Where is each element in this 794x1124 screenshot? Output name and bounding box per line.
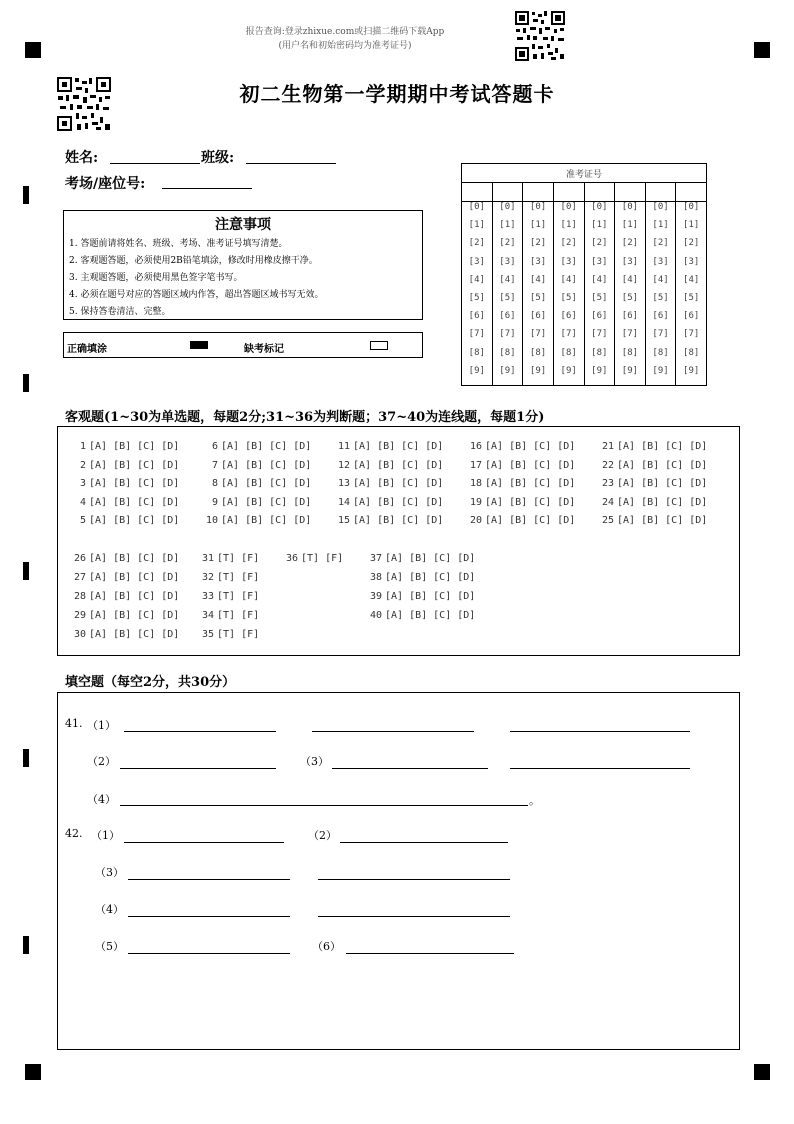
- side-mark: [23, 936, 29, 954]
- exam-id-bubble[interactable]: [9]: [499, 365, 516, 376]
- exam-id-bubble[interactable]: [2]: [652, 238, 669, 249]
- answer-options[interactable]: [A] [B] [C] [D]: [89, 591, 180, 602]
- objective-question-18[interactable]: [466, 478, 575, 489]
- objective-question-6[interactable]: [202, 441, 311, 452]
- blank-label: （6）: [312, 940, 341, 953]
- exam-id-bubble[interactable]: [1]: [621, 220, 639, 231]
- answer-options[interactable]: [A] [B] [C] [D]: [353, 460, 444, 471]
- objective-question-39[interactable]: [366, 591, 475, 602]
- exam-id-bubble[interactable]: [3]: [591, 256, 608, 267]
- exam-id-bubble-column: [523, 202, 554, 386]
- objective-section-title: 客观题(1~30为单选题，每题2分;31~36为判断题；37~40为连线题，每题1分): [65, 410, 545, 425]
- fill-blank-answer-box: [57, 692, 740, 1050]
- question-number: 3: [79, 478, 86, 489]
- exam-id-bubble[interactable]: [7]: [468, 329, 485, 340]
- answer-line[interactable]: [318, 916, 510, 917]
- objective-question-36[interactable]: [282, 553, 343, 564]
- answer-options[interactable]: [A] [B] [C] [D]: [221, 515, 312, 526]
- exam-id-bubble[interactable]: [5]: [683, 292, 700, 303]
- question-number: 12: [337, 460, 350, 471]
- answer-line[interactable]: [124, 731, 276, 732]
- question-number: 37: [369, 553, 382, 564]
- exam-id-bubble[interactable]: [4]: [499, 274, 516, 285]
- page-title: 初二生物第一学期期中考试答题卡: [239, 82, 555, 106]
- question-number: 40: [369, 610, 382, 621]
- objective-question-3[interactable]: [70, 478, 179, 489]
- blank-label: （5）: [95, 940, 124, 953]
- exam-id-bubble[interactable]: [2]: [621, 238, 639, 249]
- objective-question-37[interactable]: [366, 553, 475, 564]
- exam-id-bubble[interactable]: [1]: [591, 220, 608, 231]
- answer-options[interactable]: [A] [B] [C] [D]: [385, 572, 476, 583]
- exam-id-bubble[interactable]: [0]: [621, 202, 639, 212]
- answer-options[interactable]: [A] [B] [C] [D]: [385, 610, 476, 621]
- blank-label: （2）: [308, 829, 337, 842]
- exam-id-bubble[interactable]: [5]: [499, 292, 516, 303]
- question-number: 34: [201, 610, 214, 621]
- exam-id-bubble[interactable]: [2]: [560, 238, 577, 249]
- exam-id-bubble[interactable]: [5]: [468, 292, 485, 303]
- objective-question-33[interactable]: [198, 591, 259, 602]
- seat-field[interactable]: [162, 188, 252, 189]
- exam-id-bubble[interactable]: [9]: [621, 365, 639, 376]
- objective-question-23[interactable]: [598, 478, 707, 489]
- question-number: 13: [337, 478, 350, 489]
- exam-id-bubble[interactable]: [1]: [468, 220, 485, 231]
- exam-id-bubble[interactable]: [8]: [621, 347, 639, 358]
- exam-id-bubble-column: [462, 202, 493, 386]
- question-number: 4: [79, 497, 86, 508]
- fill-example-box: [63, 332, 423, 358]
- exam-id-bubble[interactable]: [3]: [468, 256, 485, 267]
- exam-id-bubble[interactable]: [9]: [591, 365, 608, 376]
- question-number: 10: [205, 515, 218, 526]
- exam-id-bubble[interactable]: [6]: [529, 311, 547, 322]
- exam-id-bubble[interactable]: [6]: [591, 311, 608, 322]
- exam-id-bubble[interactable]: [0]: [499, 202, 516, 212]
- answer-options[interactable]: [A] [B] [C] [D]: [617, 515, 708, 526]
- notice-item: 5. 保持答卷清洁、完整。: [69, 307, 171, 317]
- exam-id-bubble[interactable]: [6]: [683, 311, 700, 322]
- objective-question-32[interactable]: [198, 572, 259, 583]
- question-number: 25: [601, 515, 614, 526]
- exam-id-bubble-column: [492, 202, 523, 386]
- answer-options[interactable]: [A] [B] [C] [D]: [89, 460, 180, 471]
- answer-line[interactable]: [128, 916, 290, 917]
- exam-id-bubble[interactable]: [0]: [560, 202, 577, 212]
- answer-options[interactable]: [T] [F]: [301, 553, 344, 564]
- exam-id-bubble[interactable]: [5]: [529, 292, 547, 303]
- answer-options[interactable]: [A] [B] [C] [D]: [221, 478, 312, 489]
- objective-question-27[interactable]: [70, 572, 179, 583]
- answer-line[interactable]: [124, 842, 284, 843]
- objective-question-11[interactable]: [334, 441, 443, 452]
- objective-answer-box: [57, 426, 740, 656]
- question-number: 31: [201, 553, 214, 564]
- answer-line[interactable]: [346, 953, 514, 954]
- objective-question-1[interactable]: [70, 441, 179, 452]
- objective-question-13[interactable]: [334, 478, 443, 489]
- side-mark: [23, 562, 29, 580]
- absent-mark-label: 缺考标记: [244, 344, 284, 355]
- question-42-number: 42.: [65, 827, 83, 840]
- exam-id-bubble[interactable]: [2]: [591, 238, 608, 249]
- answer-options[interactable]: [A] [B] [C] [D]: [89, 497, 180, 508]
- answer-options[interactable]: [A] [B] [C] [D]: [353, 515, 444, 526]
- answer-line[interactable]: [128, 953, 290, 954]
- question-number: 33: [201, 591, 214, 602]
- name-label: 姓名:: [65, 150, 99, 166]
- question-number: 23: [601, 478, 614, 489]
- exam-id-bubble[interactable]: [7]: [621, 329, 639, 340]
- question-number: 28: [73, 591, 86, 602]
- question-number: 39: [369, 591, 382, 602]
- objective-question-12[interactable]: [334, 460, 443, 471]
- question-number: 26: [73, 553, 86, 564]
- answer-options[interactable]: [A] [B] [C] [D]: [89, 572, 180, 583]
- answer-options[interactable]: [A] [B] [C] [D]: [617, 460, 708, 471]
- exam-id-digit-input[interactable]: [584, 183, 615, 202]
- exam-id-bubble[interactable]: [8]: [529, 347, 547, 358]
- exam-id-bubble[interactable]: [3]: [683, 256, 700, 267]
- class-label: 班级:: [201, 150, 235, 166]
- exam-id-bubble-column: [615, 202, 646, 386]
- side-mark: [23, 374, 29, 392]
- question-number: 17: [469, 460, 482, 471]
- exam-id-bubble[interactable]: [7]: [529, 329, 547, 340]
- correct-fill-label: 正确填涂: [67, 344, 107, 355]
- exam-id-bubble-column: [676, 202, 707, 386]
- exam-id-bubble[interactable]: [2]: [499, 238, 516, 249]
- answer-options[interactable]: [A] [B] [C] [D]: [221, 460, 312, 471]
- exam-id-bubble-column: [553, 202, 584, 386]
- objective-question-35[interactable]: [198, 629, 259, 640]
- exam-id-digit-input[interactable]: [492, 183, 523, 202]
- answer-options[interactable]: [A] [B] [C] [D]: [617, 497, 708, 508]
- exam-id-bubble[interactable]: [9]: [683, 365, 700, 376]
- exam-id-bubble[interactable]: [7]: [591, 329, 608, 340]
- question-number: 24: [601, 497, 614, 508]
- question-number: 27: [73, 572, 86, 583]
- answer-options[interactable]: [A] [B] [C] [D]: [617, 478, 708, 489]
- exam-id-bubble[interactable]: [0]: [529, 202, 547, 212]
- exam-id-bubble[interactable]: [7]: [560, 329, 577, 340]
- answer-line[interactable]: [340, 842, 508, 843]
- answer-options[interactable]: [T] [F]: [217, 610, 260, 621]
- question-number: 32: [201, 572, 214, 583]
- answer-options[interactable]: [A] [B] [C] [D]: [385, 591, 476, 602]
- answer-options[interactable]: [A] [B] [C] [D]: [485, 478, 576, 489]
- answer-line[interactable]: [120, 805, 528, 806]
- blank-label: （3）: [95, 866, 124, 879]
- credential-note: (用户名和初始密码均为准考证号): [278, 41, 412, 51]
- answer-options[interactable]: [A] [B] [C] [D]: [89, 478, 180, 489]
- exam-id-bubble[interactable]: [0]: [652, 202, 669, 212]
- answer-options[interactable]: [A] [B] [C] [D]: [89, 553, 180, 564]
- exam-id-bubble[interactable]: [3]: [499, 256, 516, 267]
- objective-question-19[interactable]: [466, 497, 575, 508]
- answer-line[interactable]: [128, 879, 290, 880]
- exam-id-bubble[interactable]: [5]: [652, 292, 669, 303]
- answer-options[interactable]: [A] [B] [C] [D]: [485, 497, 576, 508]
- exam-id-bubble[interactable]: [6]: [560, 311, 577, 322]
- answer-line[interactable]: [120, 768, 276, 769]
- exam-id-bubble[interactable]: [2]: [683, 238, 700, 249]
- exam-id-bubble[interactable]: [3]: [652, 256, 669, 267]
- objective-question-26[interactable]: [70, 553, 179, 564]
- exam-id-bubble[interactable]: [2]: [468, 238, 485, 249]
- objective-question-34[interactable]: [198, 610, 259, 621]
- objective-question-20[interactable]: [466, 515, 575, 526]
- question-number: 2: [79, 460, 86, 471]
- question-number: 18: [469, 478, 482, 489]
- answer-options[interactable]: [T] [F]: [217, 572, 260, 583]
- question-number: 14: [337, 497, 350, 508]
- notice-item: 3. 主观题答题，必须使用黑色签字笔书写。: [69, 273, 243, 283]
- exam-id-bubble[interactable]: [8]: [499, 347, 516, 358]
- objective-question-25[interactable]: [598, 515, 707, 526]
- question-number: 5: [79, 515, 86, 526]
- period-mark: 。: [529, 794, 540, 807]
- objective-question-21[interactable]: [598, 441, 707, 452]
- answer-options[interactable]: [A] [B] [C] [D]: [89, 610, 180, 621]
- name-field[interactable]: [110, 163, 200, 164]
- question-number: 21: [601, 441, 614, 452]
- answer-options[interactable]: [T] [F]: [217, 591, 260, 602]
- question-number: 8: [211, 478, 218, 489]
- notice-title: 注意事项: [215, 217, 271, 233]
- answer-options[interactable]: [T] [F]: [217, 553, 260, 564]
- exam-id-bubble[interactable]: [4]: [468, 274, 485, 285]
- exam-id-bubble[interactable]: [9]: [652, 365, 669, 376]
- exam-id-bubble[interactable]: [9]: [529, 365, 547, 376]
- notice-item: 2. 客观题答题，必须使用2B铅笔填涂，修改时用橡皮擦干净。: [69, 256, 318, 266]
- exam-id-digit-input[interactable]: [462, 183, 493, 202]
- answer-options[interactable]: [A] [B] [C] [D]: [221, 441, 312, 452]
- objective-question-17[interactable]: [466, 460, 575, 471]
- exam-id-grid: [461, 163, 707, 386]
- exam-id-bubble[interactable]: [0]: [468, 202, 485, 212]
- exam-id-bubble[interactable]: [1]: [529, 220, 547, 231]
- notice-item: 1. 答题前请将姓名、班级、考场、准考证号填写清楚。: [69, 239, 288, 249]
- question-number: 6: [211, 441, 218, 452]
- question-number: 38: [369, 572, 382, 583]
- objective-question-2[interactable]: [70, 460, 179, 471]
- absent-mark-checkbox[interactable]: [370, 341, 388, 350]
- exam-id-bubble[interactable]: [1]: [560, 220, 577, 231]
- answer-options[interactable]: [A] [B] [C] [D]: [485, 460, 576, 471]
- exam-id-label: 准考证号: [462, 164, 707, 183]
- exam-id-bubble[interactable]: [8]: [468, 347, 485, 358]
- side-mark: [23, 186, 29, 204]
- exam-id-bubble[interactable]: [1]: [652, 220, 669, 231]
- exam-id-bubble[interactable]: [1]: [499, 220, 516, 231]
- question-number: 20: [469, 515, 482, 526]
- exam-id-bubble[interactable]: [4]: [591, 274, 608, 285]
- question-number: 15: [337, 515, 350, 526]
- blank-label: （3）: [300, 755, 329, 768]
- question-number: 35: [201, 629, 214, 640]
- question-number: 19: [469, 497, 482, 508]
- exam-id-bubble[interactable]: [6]: [652, 311, 669, 322]
- notice-list: [69, 236, 422, 321]
- blank-label: （1）: [87, 719, 116, 732]
- objective-question-14[interactable]: [334, 497, 443, 508]
- exam-id-bubble[interactable]: [9]: [468, 365, 485, 376]
- report-note: 报告查询:登录zhixue.com或扫描二维码下载App: [245, 27, 445, 37]
- objective-question-4[interactable]: [70, 497, 179, 508]
- correct-fill-swatch: [190, 341, 208, 349]
- exam-id-bubble[interactable]: [4]: [652, 274, 669, 285]
- blank-label: （1）: [91, 829, 120, 842]
- answer-options[interactable]: [A] [B] [C] [D]: [385, 553, 476, 564]
- exam-id-bubble[interactable]: [8]: [652, 347, 669, 358]
- objective-question-38[interactable]: [366, 572, 475, 583]
- objective-question-9[interactable]: [202, 497, 311, 508]
- sheet-qr-code-icon: [56, 76, 112, 132]
- corner-mark-top-left: [25, 42, 41, 58]
- exam-id-bubble[interactable]: [1]: [683, 220, 700, 231]
- exam-id-bubble[interactable]: [8]: [560, 347, 577, 358]
- answer-options[interactable]: [A] [B] [C] [D]: [89, 441, 180, 452]
- exam-id-bubble[interactable]: [0]: [591, 202, 608, 212]
- qr-code-icon: [514, 10, 566, 62]
- corner-mark-bottom-left: [25, 1064, 41, 1080]
- exam-id-bubble[interactable]: [3]: [560, 256, 577, 267]
- exam-id-bubble[interactable]: [8]: [591, 347, 608, 358]
- exam-id-bubble[interactable]: [5]: [591, 292, 608, 303]
- answer-options[interactable]: [A] [B] [C] [D]: [89, 515, 180, 526]
- corner-mark-top-right: [754, 42, 770, 58]
- blank-label: （2）: [87, 755, 116, 768]
- question-number: 22: [601, 460, 614, 471]
- exam-id-bubble[interactable]: [2]: [529, 238, 547, 249]
- answer-options[interactable]: [A] [B] [C] [D]: [617, 441, 708, 452]
- answer-line[interactable]: [510, 768, 690, 769]
- answer-line[interactable]: [318, 879, 510, 880]
- exam-id-bubble[interactable]: [4]: [560, 274, 577, 285]
- answer-options[interactable]: [A] [B] [C] [D]: [485, 441, 576, 452]
- answer-options[interactable]: [T] [F]: [217, 629, 260, 640]
- exam-id-bubble[interactable]: [6]: [468, 311, 485, 322]
- exam-id-bubble[interactable]: [7]: [683, 329, 700, 340]
- answer-options[interactable]: [A] [B] [C] [D]: [353, 441, 444, 452]
- objective-question-5[interactable]: [70, 515, 179, 526]
- notice-box: [63, 210, 423, 320]
- objective-question-30[interactable]: [70, 629, 179, 640]
- exam-id-bubble[interactable]: [7]: [499, 329, 516, 340]
- blank-label: （4）: [95, 903, 124, 916]
- answer-line[interactable]: [332, 768, 488, 769]
- objective-question-10[interactable]: [202, 515, 311, 526]
- answer-options[interactable]: [A] [B] [C] [D]: [353, 497, 444, 508]
- exam-id-bubble[interactable]: [6]: [499, 311, 516, 322]
- exam-id-bubble[interactable]: [6]: [621, 311, 639, 322]
- side-mark: [23, 749, 29, 767]
- exam-id-bubble[interactable]: [3]: [529, 256, 547, 267]
- objective-question-40[interactable]: [366, 610, 475, 621]
- exam-id-bubble[interactable]: [4]: [529, 274, 547, 285]
- exam-id-bubble[interactable]: [8]: [683, 347, 700, 358]
- objective-question-8[interactable]: [202, 478, 311, 489]
- exam-id-digit-input[interactable]: [676, 183, 707, 202]
- blank-label: （4）: [87, 793, 116, 806]
- objective-question-15[interactable]: [334, 515, 443, 526]
- exam-id-bubble[interactable]: [0]: [683, 202, 700, 212]
- objective-question-28[interactable]: [70, 591, 179, 602]
- answer-line[interactable]: [510, 731, 690, 732]
- question-number: 9: [211, 497, 218, 508]
- question-number: 7: [211, 460, 218, 471]
- objective-question-29[interactable]: [70, 610, 179, 621]
- objective-question-24[interactable]: [598, 497, 707, 508]
- objective-question-31[interactable]: [198, 553, 259, 564]
- exam-id-bubble-column: [584, 202, 615, 386]
- objective-question-22[interactable]: [598, 460, 707, 471]
- answer-options[interactable]: [A] [B] [C] [D]: [89, 629, 180, 640]
- question-number: 16: [469, 441, 482, 452]
- answer-options[interactable]: [A] [B] [C] [D]: [485, 515, 576, 526]
- question-number: 29: [73, 610, 86, 621]
- exam-id-digit-input[interactable]: [645, 183, 676, 202]
- exam-id-bubble[interactable]: [5]: [621, 292, 639, 303]
- objective-question-7[interactable]: [202, 460, 311, 471]
- corner-mark-bottom-right: [754, 1064, 770, 1080]
- objective-question-16[interactable]: [466, 441, 575, 452]
- exam-id-bubble[interactable]: [7]: [652, 329, 669, 340]
- exam-id-bubble-column: [645, 202, 676, 386]
- notice-item: 4. 必须在题号对应的答题区域内作答，超出答题区域书写无效。: [69, 290, 324, 300]
- question-41-number: 41.: [65, 717, 83, 730]
- class-field[interactable]: [246, 163, 336, 164]
- exam-id-bubble[interactable]: [9]: [560, 365, 577, 376]
- answer-options[interactable]: [A] [B] [C] [D]: [221, 497, 312, 508]
- exam-id-digit-input[interactable]: [553, 183, 584, 202]
- exam-id-bubble[interactable]: [4]: [621, 274, 639, 285]
- question-number: 36: [285, 553, 298, 564]
- answer-options[interactable]: [A] [B] [C] [D]: [353, 478, 444, 489]
- seat-label: 考场/座位号:: [65, 176, 146, 192]
- question-number: 11: [337, 441, 350, 452]
- exam-id-bubble[interactable]: [3]: [621, 256, 639, 267]
- exam-id-digit-input[interactable]: [615, 183, 646, 202]
- fill-blank-section-title: 填空题（每空2分，共30分）: [65, 675, 236, 690]
- question-number: 30: [73, 629, 86, 640]
- exam-id-bubble[interactable]: [4]: [683, 274, 700, 285]
- question-number: 1: [79, 441, 86, 452]
- answer-line[interactable]: [312, 731, 474, 732]
- exam-id-bubble[interactable]: [5]: [560, 292, 577, 303]
- exam-id-digit-input[interactable]: [523, 183, 554, 202]
